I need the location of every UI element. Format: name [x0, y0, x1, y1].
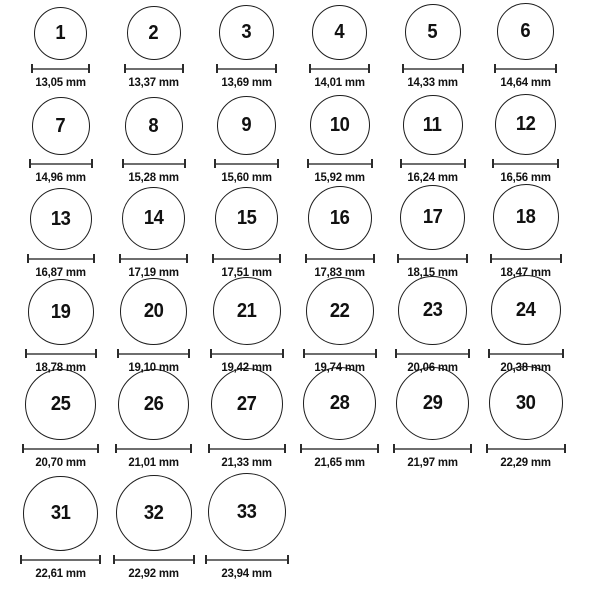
diameter-label: 21,65 mm	[314, 455, 365, 469]
ring-circle	[32, 97, 90, 155]
ring-size-item	[14, 0, 107, 95]
ring-size-item	[107, 475, 200, 600]
diameter-label: 17,51 mm	[221, 265, 272, 279]
ring-size-item	[200, 190, 293, 285]
ring-size-item	[14, 95, 107, 190]
ring-size-number: 24	[515, 298, 536, 321]
ring-size-number: 11	[423, 113, 442, 136]
ring-circle	[25, 369, 96, 440]
ring-size-number: 32	[143, 501, 164, 524]
diameter-label: 22,92 mm	[128, 566, 179, 580]
diameter-measure-line	[210, 349, 284, 358]
ring-circle	[303, 367, 376, 440]
diameter-label: 18,78 mm	[35, 360, 86, 374]
ring-circle	[120, 278, 187, 345]
diameter-label: 14,64 mm	[500, 75, 551, 89]
ring-size-number: 5	[427, 20, 438, 43]
ring-size-item	[107, 285, 200, 380]
diameter-measure-line	[124, 64, 184, 73]
ring-size-item	[14, 285, 107, 380]
ring-circle	[396, 367, 469, 440]
diameter-measure-line	[300, 444, 379, 453]
diameter-measure-line	[117, 349, 190, 358]
diameter-label: 22,29 mm	[500, 455, 551, 469]
ring-size-number: 14	[143, 207, 164, 229]
ring-circle	[122, 187, 185, 250]
ring-circle	[310, 95, 370, 155]
diameter-measure-line	[395, 349, 470, 358]
ring-size-item	[293, 95, 386, 190]
ring-circle	[211, 368, 283, 440]
diameter-measure-line	[31, 64, 90, 73]
diameter-label: 15,60 mm	[221, 170, 272, 184]
ring-circle	[306, 277, 374, 345]
ring-size-number: 7	[55, 114, 66, 137]
ring-size-number: 27	[236, 392, 257, 415]
diameter-measure-line	[486, 444, 566, 453]
diameter-label: 14,96 mm	[35, 170, 86, 184]
ring-size-number: 10	[329, 113, 350, 136]
ring-circle	[208, 473, 286, 551]
ring-size-item	[479, 285, 572, 380]
ring-size-item	[386, 380, 479, 475]
ring-size-item	[386, 95, 479, 190]
ring-size-number: 26	[143, 393, 164, 415]
diameter-measure-line	[113, 555, 195, 564]
diameter-measure-line	[212, 254, 281, 263]
ring-size-number: 12	[515, 113, 536, 135]
ring-size-number: 2	[148, 21, 159, 44]
diameter-label: 13,69 mm	[221, 75, 272, 89]
ring-circle	[398, 276, 467, 345]
ring-size-item	[293, 285, 386, 380]
ring-size-number: 33	[236, 500, 257, 523]
ring-size-number: 1	[55, 22, 66, 44]
ring-circle	[30, 188, 92, 250]
ring-circle	[213, 277, 281, 345]
ring-size-number: 16	[329, 206, 350, 229]
ring-circle	[403, 95, 463, 155]
ring-size-item	[293, 380, 386, 475]
diameter-label: 18,15 mm	[407, 265, 458, 279]
diameter-measure-line	[402, 64, 464, 73]
ring-size-number: 25	[50, 393, 71, 415]
ring-circle	[28, 279, 94, 345]
ring-size-item	[479, 380, 572, 475]
diameter-label: 21,01 mm	[128, 455, 179, 469]
diameter-measure-line	[490, 254, 562, 263]
diameter-label: 15,28 mm	[128, 170, 179, 184]
ring-circle	[116, 475, 192, 551]
ring-size-number: 13	[50, 207, 71, 230]
diameter-measure-line	[397, 254, 468, 263]
diameter-measure-line	[400, 159, 466, 168]
diameter-measure-line	[305, 254, 375, 263]
ring-size-item	[479, 0, 572, 95]
diameter-label: 20,70 mm	[35, 455, 86, 469]
ring-size-item	[479, 95, 572, 190]
diameter-label: 21,97 mm	[407, 455, 458, 469]
diameter-measure-line	[20, 555, 101, 564]
ring-circle	[127, 6, 181, 60]
diameter-label: 16,24 mm	[407, 170, 458, 184]
diameter-measure-line	[122, 159, 186, 168]
diameter-measure-line	[303, 349, 377, 358]
ring-circle	[491, 275, 561, 345]
ring-size-number: 18	[515, 205, 536, 228]
ring-size-item	[200, 285, 293, 380]
diameter-measure-line	[216, 64, 277, 73]
ring-circle	[118, 369, 189, 440]
diameter-label: 17,83 mm	[314, 265, 365, 279]
ring-size-number: 19	[50, 300, 71, 323]
diameter-label: 23,94 mm	[221, 566, 272, 580]
ring-size-item	[293, 190, 386, 285]
diameter-measure-line	[27, 254, 95, 263]
ring-size-item	[14, 380, 107, 475]
ring-circle	[219, 5, 274, 60]
diameter-label: 15,92 mm	[314, 170, 365, 184]
ring-size-item	[386, 285, 479, 380]
ring-size-number: 22	[329, 299, 350, 322]
diameter-measure-line	[25, 349, 97, 358]
ring-circle	[400, 185, 465, 250]
ring-size-number: 31	[50, 502, 71, 524]
ring-size-number: 21	[236, 299, 257, 322]
diameter-label: 18,47 mm	[500, 265, 551, 279]
ring-size-number: 23	[422, 299, 443, 321]
ring-circle	[125, 97, 183, 155]
diameter-measure-line	[29, 159, 93, 168]
ring-size-item	[200, 0, 293, 95]
ring-size-number: 28	[329, 392, 350, 414]
ring-size-number: 4	[334, 21, 345, 43]
ring-size-item	[14, 190, 107, 285]
diameter-label: 21,33 mm	[221, 455, 272, 469]
diameter-measure-line	[393, 444, 472, 453]
diameter-label: 22,61 mm	[35, 566, 86, 580]
ring-circle	[308, 186, 372, 250]
diameter-label: 19,42 mm	[221, 360, 272, 374]
diameter-measure-line	[22, 444, 99, 453]
diameter-label: 19,10 mm	[128, 360, 179, 374]
ring-size-number: 29	[422, 392, 443, 414]
diameter-label: 19,74 mm	[314, 360, 365, 374]
ring-circle	[23, 476, 98, 551]
diameter-measure-line	[205, 555, 289, 564]
ring-size-item	[107, 95, 200, 190]
ring-size-item	[386, 0, 479, 95]
diameter-label: 13,37 mm	[128, 75, 179, 89]
diameter-label: 20,06 mm	[407, 360, 458, 374]
ring-size-item	[14, 475, 107, 600]
diameter-label: 14,01 mm	[314, 75, 365, 89]
ring-circle	[215, 187, 278, 250]
ring-size-number: 3	[241, 21, 252, 43]
diameter-measure-line	[494, 64, 557, 73]
diameter-measure-line	[307, 159, 373, 168]
diameter-label: 14,33 mm	[407, 75, 458, 89]
ring-size-number: 15	[236, 207, 257, 229]
ring-size-item	[479, 190, 572, 285]
diameter-measure-line	[214, 159, 279, 168]
ring-circle	[217, 96, 276, 155]
ring-circle	[495, 94, 556, 155]
ring-size-number: 20	[143, 300, 164, 322]
diameter-measure-line	[208, 444, 286, 453]
ring-circle	[497, 3, 554, 60]
ring-circle	[312, 5, 367, 60]
ring-size-item	[200, 95, 293, 190]
ring-circle	[493, 184, 559, 250]
diameter-measure-line	[492, 159, 559, 168]
ring-size-number: 8	[148, 114, 159, 137]
ring-size-item	[386, 190, 479, 285]
ring-circle	[34, 7, 87, 60]
diameter-measure-line	[488, 349, 564, 358]
diameter-measure-line	[115, 444, 192, 453]
ring-size-number: 17	[422, 206, 443, 228]
diameter-label: 16,87 mm	[35, 265, 86, 279]
diameter-label: 13,05 mm	[35, 75, 86, 89]
diameter-label: 17,19 mm	[128, 265, 179, 279]
ring-circle	[405, 4, 461, 60]
ring-size-item	[107, 0, 200, 95]
ring-size-item	[107, 190, 200, 285]
diameter-label: 20,38 mm	[500, 360, 551, 374]
ring-size-item	[200, 475, 293, 600]
ring-size-number: 6	[520, 20, 531, 42]
ring-size-item	[293, 0, 386, 95]
ring-circle	[489, 366, 563, 440]
ring-size-number: 9	[241, 114, 252, 136]
ring-size-item	[200, 380, 293, 475]
ring-size-number: 30	[515, 391, 536, 414]
diameter-label: 16,56 mm	[500, 170, 551, 184]
ring-size-item	[107, 380, 200, 475]
diameter-measure-line	[119, 254, 188, 263]
diameter-measure-line	[309, 64, 370, 73]
